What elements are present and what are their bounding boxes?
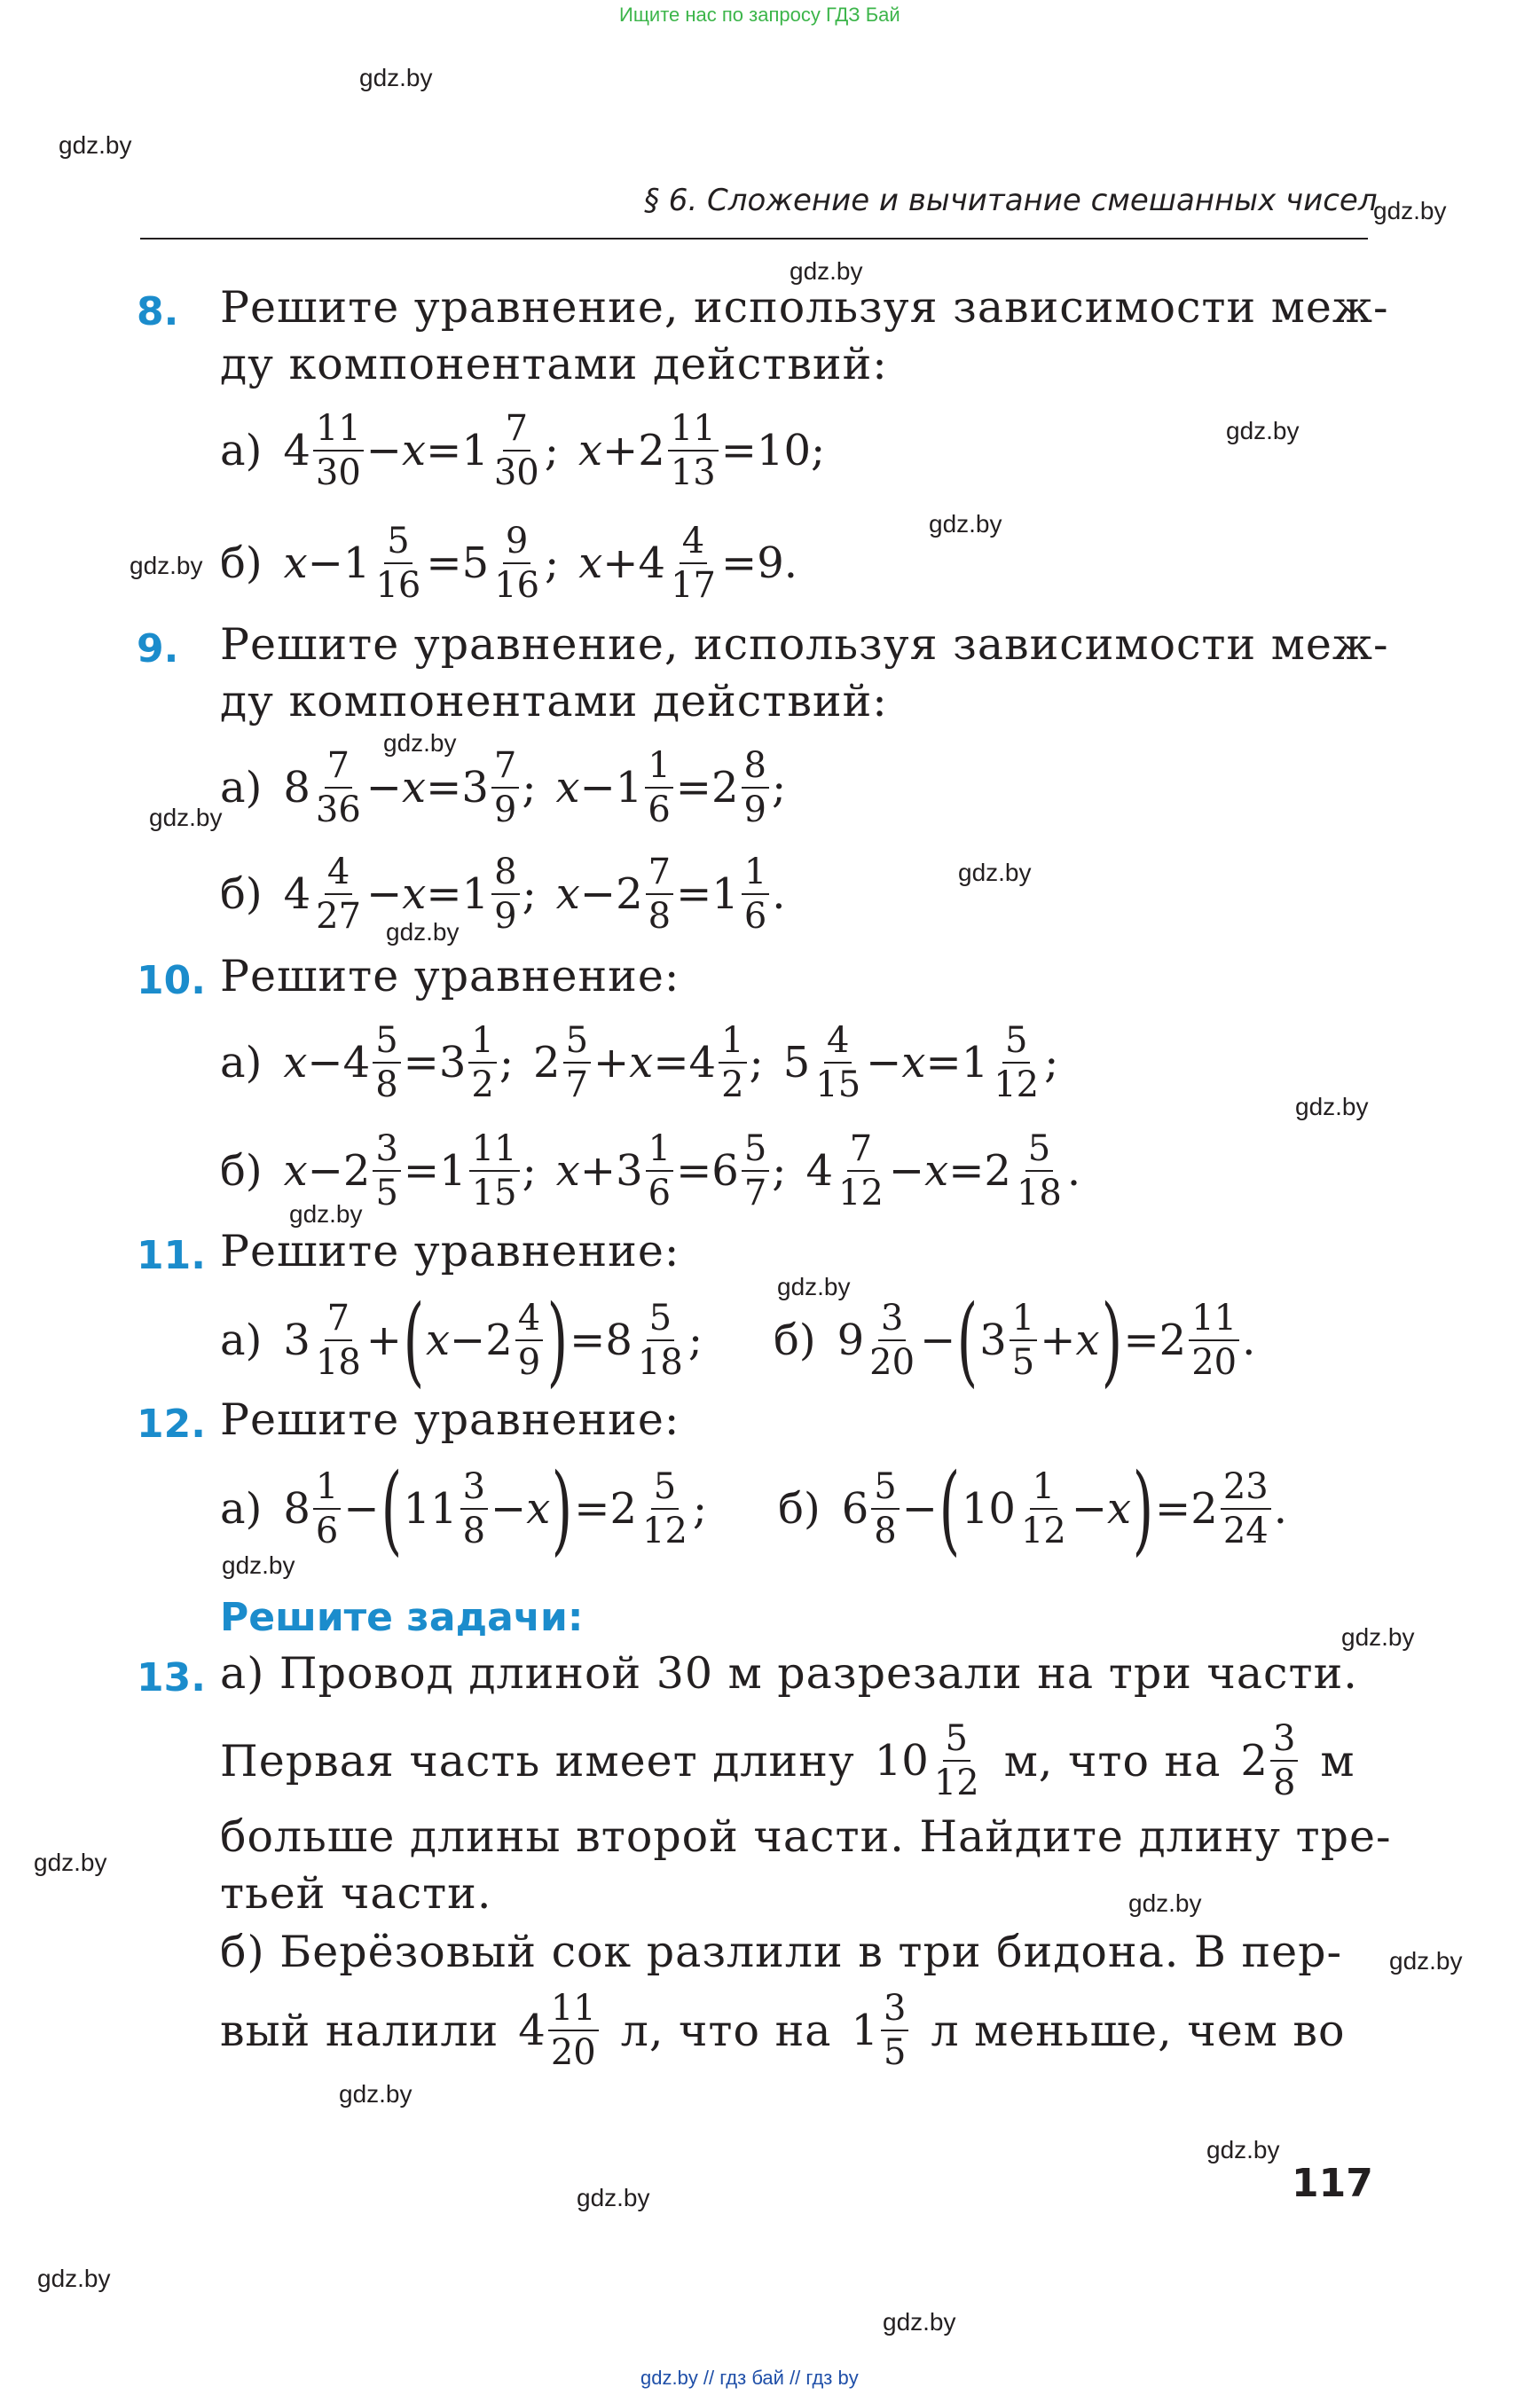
watermark: gdz.by [929, 510, 1002, 538]
equation-row: а) 8 7 36 − x =3 7 9 ; x −1 $\frac{1}{6}$ =2 8 9 ; [220, 745, 787, 830]
watermark: gdz.by [1226, 417, 1300, 444]
watermark: gdz.by [37, 2265, 111, 2292]
watermark: gdz.by [130, 552, 203, 579]
text-run: Первая часть имеет длину [220, 1735, 855, 1787]
section-heading: Решите задачи: [220, 1595, 584, 1640]
page-header-title: § 6. Сложение и вычитание смешанных чисел [644, 183, 1378, 218]
text-run: м [1320, 1735, 1355, 1787]
problem-11-text: Решите уравнение: [220, 1226, 680, 1276]
watermark: gdz.by [958, 859, 1032, 886]
equation-row: а) 4 11 30 − x =1 7 30 ; x +2 $\frac{11}{13}$ =10; [220, 408, 826, 493]
watermark: gdz.by [1389, 1947, 1463, 1975]
item-label: а) [220, 763, 263, 813]
problem-10-text: Решите уравнение: [220, 951, 680, 1001]
problem-9-text: Решите уравнение, используя зависимости меж- [220, 619, 1389, 670]
watermark: gdz.by [149, 804, 223, 831]
item-label: б) [220, 538, 263, 588]
item-label: б) [778, 1484, 821, 1534]
equation-row: б) x −2 $\frac{3}{5}$ =1 11 15 ; x +3 $\frac{1}{6}$ =6 5 7 ; 4 7 12 − x =2 5 18 . [220, 1128, 1081, 1213]
problem-13-line: вый налили 4 11 20 л, что на 1 3 5 л меньше, чем во [220, 1988, 1346, 2073]
item-label: а) [220, 1484, 263, 1534]
watermark: gdz.by [1128, 1889, 1202, 1917]
watermark: gdz.by [577, 2184, 650, 2211]
watermark: gdz.by [1295, 1093, 1369, 1120]
item-label: б) [220, 1146, 263, 1196]
watermark: gdz.by [883, 2308, 956, 2336]
watermark: gdz.by [59, 131, 132, 159]
problem-number-13: 13. [137, 1655, 206, 1700]
text-run: вый налили [220, 2005, 499, 2056]
watermark: gdz.by [777, 1273, 851, 1300]
problem-9-text: ду компонентами действий: [220, 676, 888, 726]
watermark: gdz.by [34, 1849, 107, 1876]
watermark: gdz.by [359, 64, 433, 91]
watermark: gdz.by [1341, 1623, 1415, 1651]
watermark: gdz.by [222, 1551, 295, 1579]
problem-13-text: а) Провод длиной 30 м разрезали на три части. [220, 1648, 1358, 1699]
problem-12-text: Решите уравнение: [220, 1394, 680, 1445]
bottom-banner: gdz.by // гдз бай // гдз by [640, 2367, 859, 2389]
problem-8-text: Решите уравнение, используя зависимости меж- [220, 282, 1389, 333]
top-banner: Ищите нас по запросу ГДЗ Бай [619, 4, 900, 26]
watermark: gdz.by [790, 257, 863, 285]
watermark: gdz.by [1373, 197, 1447, 224]
item-label: б) [220, 869, 263, 919]
item-label: а) [220, 1315, 263, 1365]
watermark: gdz.by [383, 729, 457, 757]
item-label: а) [220, 1038, 263, 1088]
watermark: gdz.by [339, 2080, 412, 2108]
text-run: м, что на [1003, 1735, 1222, 1787]
equation-row: а) 8 1 6 − ( 11 3 8 − x ) =2 5 12 ; б) 6 5 8 − ( 10 1 12 − x ) =2 23 24 . [220, 1452, 1287, 1566]
problem-13-text: б) Берёзовый сок разлили в три бидона. В пер- [220, 1927, 1343, 1977]
watermark: gdz.by [386, 918, 460, 946]
watermark: gdz.by [1206, 2136, 1280, 2163]
problem-13-line: Первая часть имеет длину 10 5 12 м, что на 2 3 8 м [220, 1718, 1355, 1803]
page-number: 117 [1292, 2161, 1373, 2206]
problem-13-text: больше длины второй части. Найдите длину тре- [220, 1811, 1392, 1862]
problem-number-11: 11. [137, 1233, 206, 1278]
problem-number-12: 12. [137, 1402, 206, 1447]
problem-13-text: тьей части. [220, 1868, 492, 1919]
watermark: gdz.by [289, 1200, 363, 1228]
text-run: л, что на [620, 2005, 832, 2056]
problem-number-8: 8. [137, 289, 179, 334]
item-label: б) [774, 1315, 816, 1365]
equation-row: б) 4 4 27 − x =1 8 9 ; x −2 $\frac{7}{8}$ =1 1 6 . [220, 852, 786, 937]
item-label: а) [220, 426, 263, 475]
equation-row: б) x −1 $\frac{5}{16}$ =5 9 16 ; x +4 $\frac{4}{17}$ =9. [220, 521, 798, 606]
equation-row: а) 3 7 18 + ( x −2 4 9 ) =8 5 18 ; б) 9 3 20 − ( 3 1 5 + x ) =2 11 20 . [220, 1284, 1256, 1397]
equation-row: а) x −4 $\frac{5}{8}$ =3 1 2 ; 2 5 7 + x =4 1 2 ; 5 4 15 − x =1 5 12 ; [220, 1020, 1059, 1105]
problem-number-9: 9. [137, 626, 179, 671]
header-rule [140, 238, 1368, 240]
text-run: л меньше, чем во [931, 2005, 1346, 2056]
problem-8-text: ду компонентами действий: [220, 339, 888, 389]
problem-number-10: 10. [137, 958, 206, 1003]
